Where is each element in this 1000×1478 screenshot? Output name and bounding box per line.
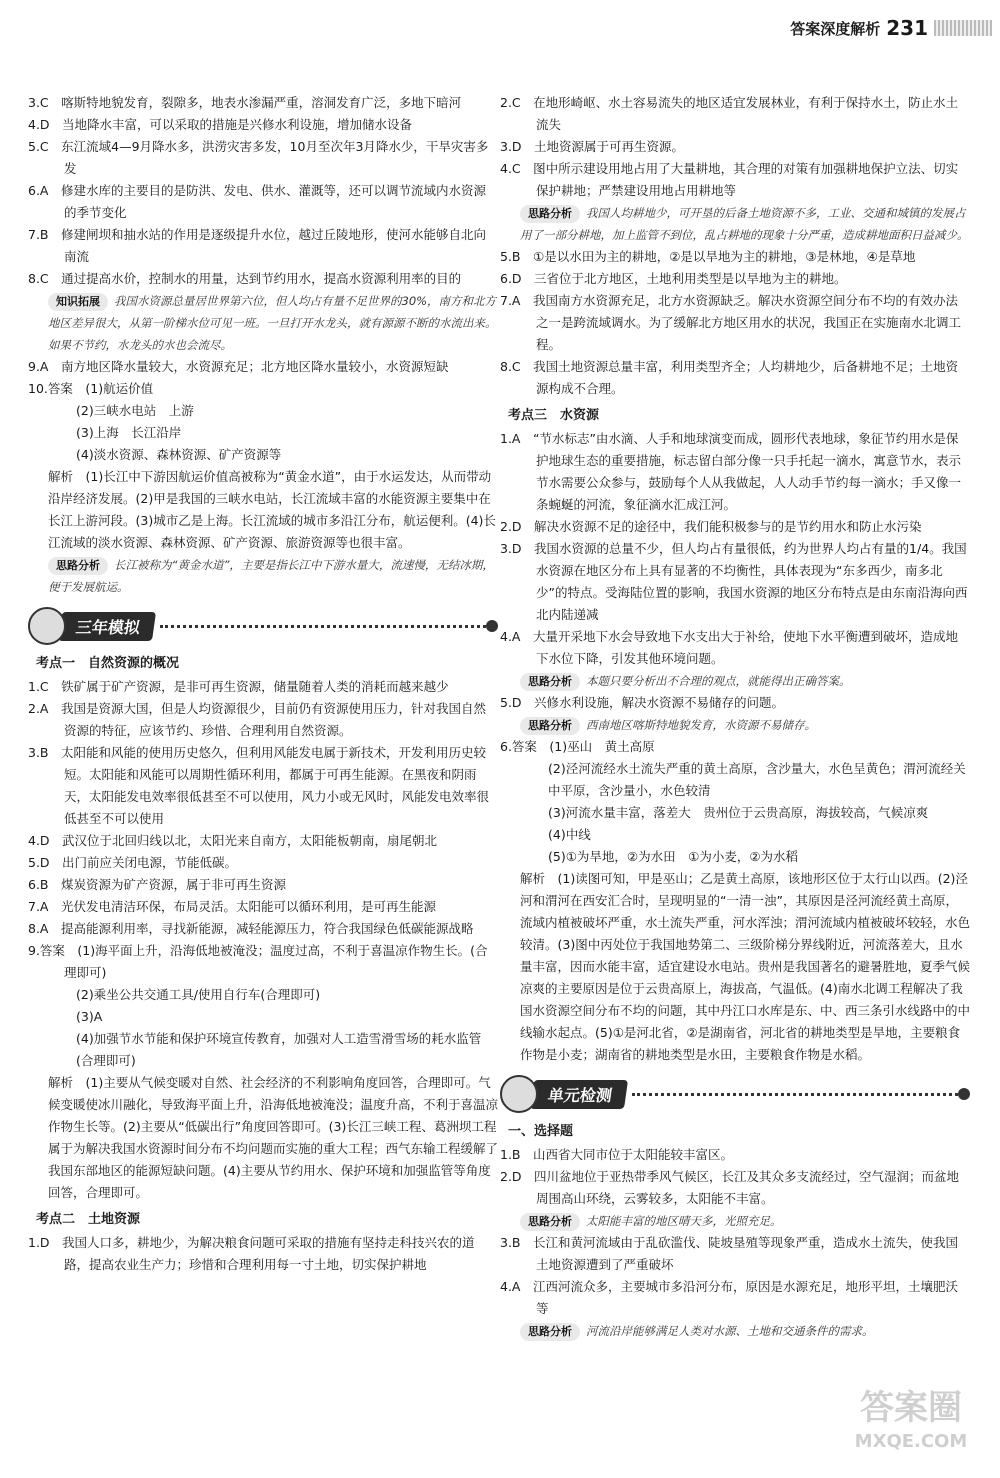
section-heading: 考点二 土地资源 bbox=[36, 1212, 141, 1227]
answer-item: 3.B 长江和黄河流域由于乱砍滥伐、陡坡垦殖等现象严重，造成水土流失，使我国土地资源遭到了严重破坏 bbox=[500, 1235, 959, 1272]
answer-item: 8.C 通过提高水价，控制水的用量，达到节约用水，提高水资源利用率的目的 bbox=[28, 271, 462, 286]
note-text: 本题只要分析出不合理的观点，就能得出正确答案。 bbox=[586, 674, 851, 688]
answer-item: 4.A 江西河流众多，主要城市多沿河分布，原因是水源充足，地形平坦，土壤肥沃等 bbox=[500, 1279, 958, 1316]
analysis-note bbox=[500, 670, 970, 692]
answer-item: 8.A 提高能源利用率，寻找新能源，减轻能源压力，符合我国绿色低碳能源战略 bbox=[28, 921, 474, 936]
answer-item: 3.D 我国水资源的总量不少，但人均占有量很低，约为世界人均占有量的1/4。我国水资源在地区分布上具有显著的不均衡性，具体表现为“东多西少，南多北少”的特点。受海陆位置的影响，我国水资源的地区分布特点是由东南沿海向西北内陆递减 bbox=[500, 541, 968, 622]
answer-item: 6.D 三省位于北方地区，土地利用类型是以旱地为主的耕地。 bbox=[500, 271, 847, 286]
explanation: 解析 (1)长江中下游因航运价值高被称为“黄金水道”，由于水运发达，从而带动沿岸经济发展。(2)甲是我国的三峡水电站，长江流域丰富的水能资源主要集中在长江上游河段。(3)城市乙是上海。长江流域的城市多沿江分布，航运便利。(4)长江流域的淡水资源、森林资源、矿产资源、旅游资源等也很丰富。 bbox=[48, 469, 496, 550]
answer-item: 4.C 图中所示建设用地占用了大量耕地，其合理的对策有加强耕地保护立法、切实保护耕地；严禁建设用地占用耕地等 bbox=[500, 161, 959, 198]
section-heading: 考点一 自然资源的概况 bbox=[36, 656, 180, 671]
header-decoration bbox=[934, 20, 992, 36]
answer-sub: (4)淡水资源、森林资源、矿产资源等 bbox=[76, 447, 282, 462]
explanation: 解析 (1)主要从气候变暖对自然、社会经济的不利影响角度回答，合理即可。气候变暖使冰川融化，导致海平面上升，沿海低地被淹没；温度升高，不利于喜温凉作物生长等。(2)主要从“低碳出行”角度回答即可。(3)长江三峡工程、葛洲坝工程属于为解决我国水资源时间分布不均问题而实施的重大工程；西气东输工程缓解了我国东部地区的能源短缺问题。(4)主要从节约用水、保护环境和加强监管等角度回答，合理即可。 bbox=[48, 1075, 499, 1200]
section-heading: 一、选择题 bbox=[508, 1124, 574, 1139]
note-text: 我国水资源总量居世界第六位，但人均占有量不足世界的30%，南方和北方地区差异很大，从第一阶梯水位可见一班。一旦打开水龙头，就有源源不断的水流出来。如果不节约，水龙头的水也会流尽。 bbox=[48, 294, 497, 352]
note-text: 西南地区喀斯特地貌发育，水资源不易储存。 bbox=[586, 718, 816, 732]
answer-item: 2.A 我国是资源大国，但是人均资源很少，目前仍有资源使用压力，针对我国自然资源的特征，应该节约、珍惜、合理利用自然资源。 bbox=[28, 701, 486, 738]
answer-item: 6.答案 (1)巫山 黄土高原 bbox=[500, 739, 655, 754]
answer-item: 7.B 修建闸坝和抽水站的作用是逐级提升水位，越过丘陵地形，使河水能够自北向南流 bbox=[28, 227, 487, 264]
banner-line bbox=[632, 1093, 958, 1096]
analysis-note bbox=[500, 1210, 970, 1232]
watermark-line: MXQE.COM bbox=[854, 1431, 968, 1452]
banner-dot-icon bbox=[958, 1088, 970, 1100]
answer-sub: (4)中线 bbox=[548, 827, 591, 842]
analysis-note bbox=[28, 554, 498, 598]
answer-item: 6.B 煤炭资源为矿产资源，属于非可再生资源 bbox=[28, 877, 287, 892]
answer-item: 4.D 当地降水丰富，可以采取的措施是兴修水利设施，增加储水设备 bbox=[28, 117, 413, 132]
answer-item: 2.D 解决水资源不足的途径中，我们能积极参与的是节约用水和防止水污染 bbox=[500, 519, 922, 534]
note-text: 太阳能丰富的地区晴天多，光照充足。 bbox=[586, 1214, 782, 1228]
answer-item: 3.C 喀斯特地貌发育，裂隙多，地表水渗漏严重，溶洞发育广泛，多地下暗河 bbox=[28, 95, 462, 110]
answer-item: 10.答案 (1)航运价值 bbox=[28, 381, 154, 396]
answer-item: 4.A 大量开采地下水会导致地下水支出大于补给，使地下水平衡遭到破坏，造成地下水位下降，引发其他环境问题。 bbox=[500, 629, 958, 666]
answer-item: 5.B ①是以水田为主的耕地，②是以旱地为主的耕地，③是林地，④是草地 bbox=[500, 249, 916, 264]
answer-item: 6.A 修建水库的主要目的是防洪、发电、供水、灌溉等，还可以调节流域内水资源的季节变化 bbox=[28, 183, 486, 220]
answer-sub: (2)泾河流经水土流失严重的黄土高原，含沙量大，水色呈黄色；渭河流经关中平原，含沙量小，水色较清 bbox=[548, 761, 966, 798]
banner-line bbox=[160, 625, 486, 628]
note-badge: 思路分析 bbox=[520, 205, 580, 223]
banner-title: 单元检测 bbox=[530, 1080, 628, 1109]
answer-item: 7.A 光伏发电清洁环保，布局灵活。太阳能可以循环利用，是可再生能源 bbox=[28, 899, 436, 914]
left-column bbox=[28, 92, 498, 1276]
note-text: 我国人均耕地少，可开垦的后备土地资源不多，工业、交通和城镇的发展占用了一部分耕地，加上监管不到位，乱占耕地的现象十分严重，造成耕地面积日益减少。 bbox=[520, 206, 969, 242]
right-column bbox=[500, 92, 970, 1342]
note-badge: 思路分析 bbox=[520, 1213, 580, 1231]
note-badge: 思路分析 bbox=[520, 673, 580, 691]
answer-item: 8.C 我国土地资源总量丰富，利用类型齐全；人均耕地少，后备耕地不足；土地资源构成不合理。 bbox=[500, 359, 959, 396]
note-text: 河流沿岸能够满足人类对水源、土地和交通条件的需求。 bbox=[586, 1324, 874, 1338]
answer-item: 3.D 土地资源属于可再生资源。 bbox=[500, 139, 685, 154]
note-badge: 思路分析 bbox=[48, 557, 108, 575]
explanation: 解析 (1)读图可知，甲是巫山；乙是黄土高原，该地形区位于太行山以西。(2)泾河和渭河在西安汇合时，呈现明显的“一清一浊”，其原因是泾河流经黄土高原，流域内植被破坏严重，水土流失严重，河水浑浊；渭河流域内植被破坏较轻，水色较清。(3)图中丙处位于我国地势第二、三级阶梯分界线附近，河流落差大，且水量丰富，因而水能丰富，适宜建设水电站。贵州是我国著名的避暑胜地，夏季气候凉爽的主要原因是位于云贵高原上，海拔高，气温低。(4)南水北调工程解决了我国水资源空间分布不均的问题，其中丹江口水库是东、中、西三条引水线路中的中线输水起点。(5)①是河北省，②是湖南省，河北省的耕地类型是旱地，主要粮食作物是小麦；湖南省的耕地类型是水田，主要粮食作物是水稻。 bbox=[520, 871, 971, 1062]
analysis-note bbox=[500, 202, 970, 246]
answer-item: 5.D 出门前应关闭电源，节能低碳。 bbox=[28, 855, 238, 870]
answer-sub: (3)A bbox=[76, 1009, 103, 1024]
answer-sub: (4)加强节水节能和保护环境宣传教育，加强对人工造雪滑雪场的耗水监管 (合理即可) bbox=[76, 1031, 494, 1068]
page-header bbox=[740, 8, 1000, 48]
section-heading: 考点三 水资源 bbox=[508, 408, 600, 423]
answer-item: 4.D 武汉位于北回归线以北，太阳光来自南方，太阳能板朝南，扇尾朝北 bbox=[28, 833, 438, 848]
answer-item: 1.A “节水标志”由水滴、人手和地球演变而成，圆形代表地球，象征节约用水是保护地球生态的重要措施，标志留白部分像一只手托起一滴水，寓意节水，表示节水需要公众参与，鼓励每个人从我做起，人人动手节约每一滴水；手又像一条蜿蜒的河流，象征滴水汇成江河。 bbox=[500, 431, 962, 512]
answer-sub: (5)①为旱地，②为水田 ①为小麦，②为水稻 bbox=[548, 849, 799, 864]
page-number: 231 bbox=[886, 16, 928, 40]
answer-item: 9.A 南方地区降水量较大，水资源充足；北方地区降水量较小，水资源短缺 bbox=[28, 359, 449, 374]
answer-item: 2.D 四川盆地位于亚热带季风气候区，长江及其众多支流经过，空气湿润；而盆地周围高山环绕，云雾较多，太阳能不丰富。 bbox=[500, 1169, 960, 1206]
note-badge: 知识拓展 bbox=[48, 293, 108, 311]
knowledge-note bbox=[28, 290, 498, 356]
banner-title: 三年模拟 bbox=[58, 612, 156, 641]
answer-item: 9.答案 (1)海平面上升，沿海低地被淹没；温度过高，不利于喜温凉作物生长。(合理即可) bbox=[28, 943, 488, 980]
note-badge: 思路分析 bbox=[520, 1323, 580, 1341]
answer-item: 3.B 太阳能和风能的使用历史悠久，但利用风能发电属于新技术，开发利用历史较短。太阳能和风能可以周期性循环利用，都属于可再生能源。在黑夜和阴雨天，太阳能发电效率很低甚至不可以使用，风力小或无风时，风能发电效率很低甚至不可以使用 bbox=[28, 745, 490, 826]
answer-item: 7.A 我国南方水资源充足，北方水资源缺乏。解决水资源空间分布不均的有效办法之一是跨流域调水。为了缓解北方地区用水的状况，我国正在实施南水北调工程。 bbox=[500, 293, 962, 352]
section-banner bbox=[500, 1074, 970, 1114]
answer-sub: (3)上海 长江沿岸 bbox=[76, 425, 182, 440]
watermark bbox=[836, 1386, 986, 1468]
banner-dot-icon bbox=[486, 620, 498, 632]
answer-sub: (2)三峡水电站 上游 bbox=[76, 403, 194, 418]
answer-item: 5.C 东江流域4—9月降水多，洪涝灾害多发，10月至次年3月降水少，干旱灾害多发 bbox=[28, 139, 489, 176]
answer-item: 2.C 在地形崎岖、水土容易流失的地区适宜发展林业，有利于保持水土，防止水土流失 bbox=[500, 95, 959, 132]
note-text: 长江被称为“黄金水道”，主要是指长江中下游水量大，流速慢，无结冰期，便于发展航运。 bbox=[48, 558, 494, 594]
mascot-icon bbox=[28, 607, 66, 645]
analysis-note bbox=[500, 714, 970, 736]
header-title: 答案深度解析 bbox=[790, 19, 881, 38]
answer-item: 1.B 山西省大同市位于太阳能较丰富区。 bbox=[500, 1147, 734, 1162]
note-badge: 思路分析 bbox=[520, 717, 580, 735]
analysis-note bbox=[500, 1320, 970, 1342]
section-banner bbox=[28, 606, 498, 646]
answer-sub: (3)河流水量丰富，落差大 贵州位于云贵高原，海拔较高，气候凉爽 bbox=[548, 805, 929, 820]
answer-item: 5.D 兴修水利设施，解决水资源不易储存的问题。 bbox=[500, 695, 785, 710]
mascot-icon bbox=[500, 1075, 538, 1113]
answer-sub: (2)乘坐公共交通工具/使用自行车(合理即可) bbox=[76, 987, 321, 1002]
answer-item: 1.C 铁矿属于矿产资源，是非可再生资源，储量随着人类的消耗而越来越少 bbox=[28, 679, 449, 694]
watermark-line: 答案圈 bbox=[860, 1388, 962, 1428]
answer-item: 1.D 我国人口多，耕地少，为解决粮食问题可采取的措施有坚持走科技兴农的道路，提高农业生产力；珍惜和合理利用每一寸土地，切实保护耕地 bbox=[28, 1235, 475, 1272]
